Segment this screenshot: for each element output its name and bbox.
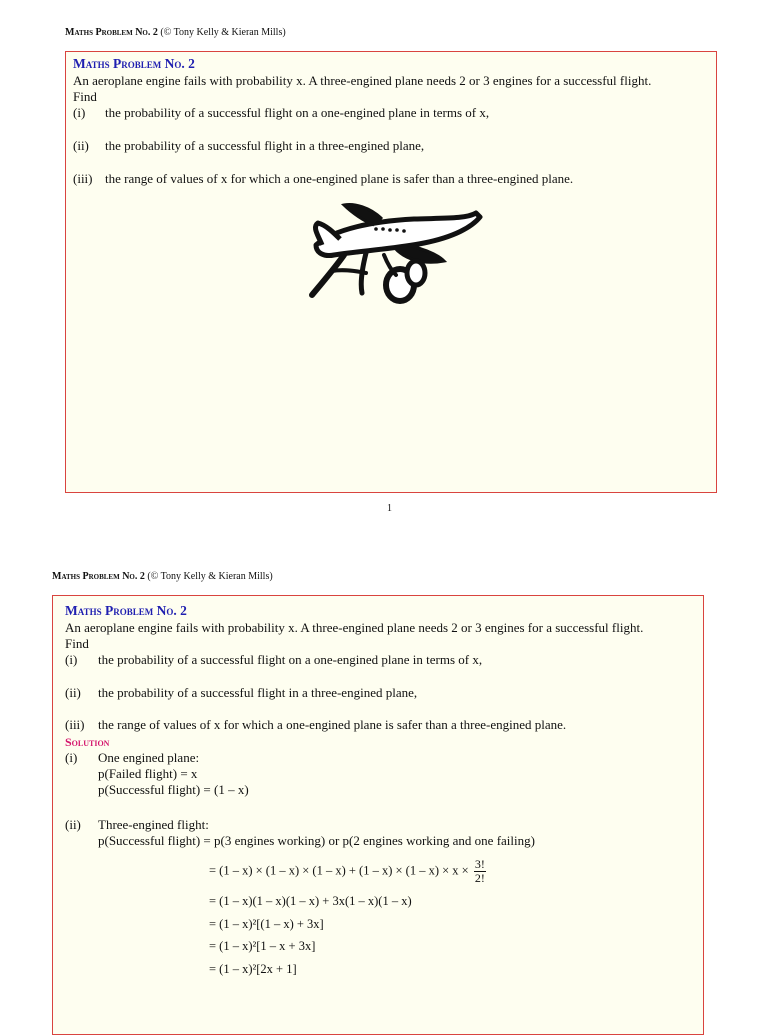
equation-line	[209, 858, 486, 885]
part-text: the probability of a successful flight in a three-engined plane,	[105, 138, 425, 153]
part-number: (iii)	[65, 717, 85, 732]
problem-title: Maths Problem No. 2	[65, 603, 187, 618]
problem-find: Find	[65, 636, 89, 651]
part-text: the range of values of x for which a one-engined plane is safer than a three-engined plane.	[105, 171, 574, 186]
equation-line: = (1 – x)²[1 – x + 3x]	[209, 939, 316, 953]
part-text: the probability of a successful flight in a three-engined plane,	[98, 685, 418, 700]
part-text: the probability of a successful flight on a one-engined plane in terms of x,	[98, 652, 483, 667]
part-number: (i)	[73, 105, 86, 120]
equation-line: = (1 – x)²[(1 – x) + 3x]	[209, 917, 324, 931]
problem-statement: An aeroplane engine fails with probability x. A three-engined plane needs 2 or 3 engines for a successful flight.	[73, 73, 652, 88]
part-text: the range of values of x for which a one-engined plane is safer than a three-engined plane.	[98, 717, 567, 732]
airplane-illustration	[304, 199, 484, 307]
part-number: (ii)	[73, 138, 89, 153]
fraction-numerator: 3!	[474, 857, 485, 871]
header-credit: (© Tony Kelly & Kieran Mills)	[160, 27, 286, 38]
problem-statement: An aeroplane engine fails with probability x. A three-engined plane needs 2 or 3 engines for a successful flight.	[65, 620, 644, 635]
equation-line: = (1 – x)(1 – x)(1 – x) + 3x(1 – x)(1 – x)	[209, 894, 412, 908]
solution-line: p(Successful flight) = (1 – x)	[98, 782, 249, 797]
part-number: (iii)	[73, 171, 93, 186]
part-number: (i)	[65, 652, 78, 667]
solution-heading: Three-engined flight:	[98, 817, 209, 832]
header-credit: (© Tony Kelly & Kieran Mills)	[147, 571, 273, 582]
fraction-denominator: 2!	[474, 871, 485, 885]
fraction	[474, 858, 486, 885]
page-header	[52, 571, 273, 582]
solution-part-number: (ii)	[65, 817, 81, 832]
solution-part-number: (i)	[65, 750, 78, 765]
problem-title: Maths Problem No. 2	[73, 56, 195, 71]
equation-text: = (1 – x) × (1 – x) × (1 – x) + (1 – x) × (1 – x) × x ×	[209, 863, 469, 878]
page-header	[65, 27, 286, 38]
solution-line: p(Failed flight) = x	[98, 766, 198, 781]
header-title: Maths Problem No. 2	[65, 27, 158, 38]
solution-label: Solution	[65, 735, 110, 749]
part-text: the probability of a successful flight on a one-engined plane in terms of x,	[105, 105, 490, 120]
solution-line: p(Successful flight) = p(3 engines working) or p(2 engines working and one failing)	[98, 833, 535, 848]
problem-box	[65, 51, 717, 493]
part-number: (ii)	[65, 685, 81, 700]
equation-line: = (1 – x)²[2x + 1]	[209, 962, 297, 976]
problem-find: Find	[73, 89, 97, 104]
solution-heading: One engined plane:	[98, 750, 200, 765]
solution-box	[52, 595, 704, 1035]
header-title: Maths Problem No. 2	[52, 571, 145, 582]
page-number: 1	[387, 503, 392, 514]
